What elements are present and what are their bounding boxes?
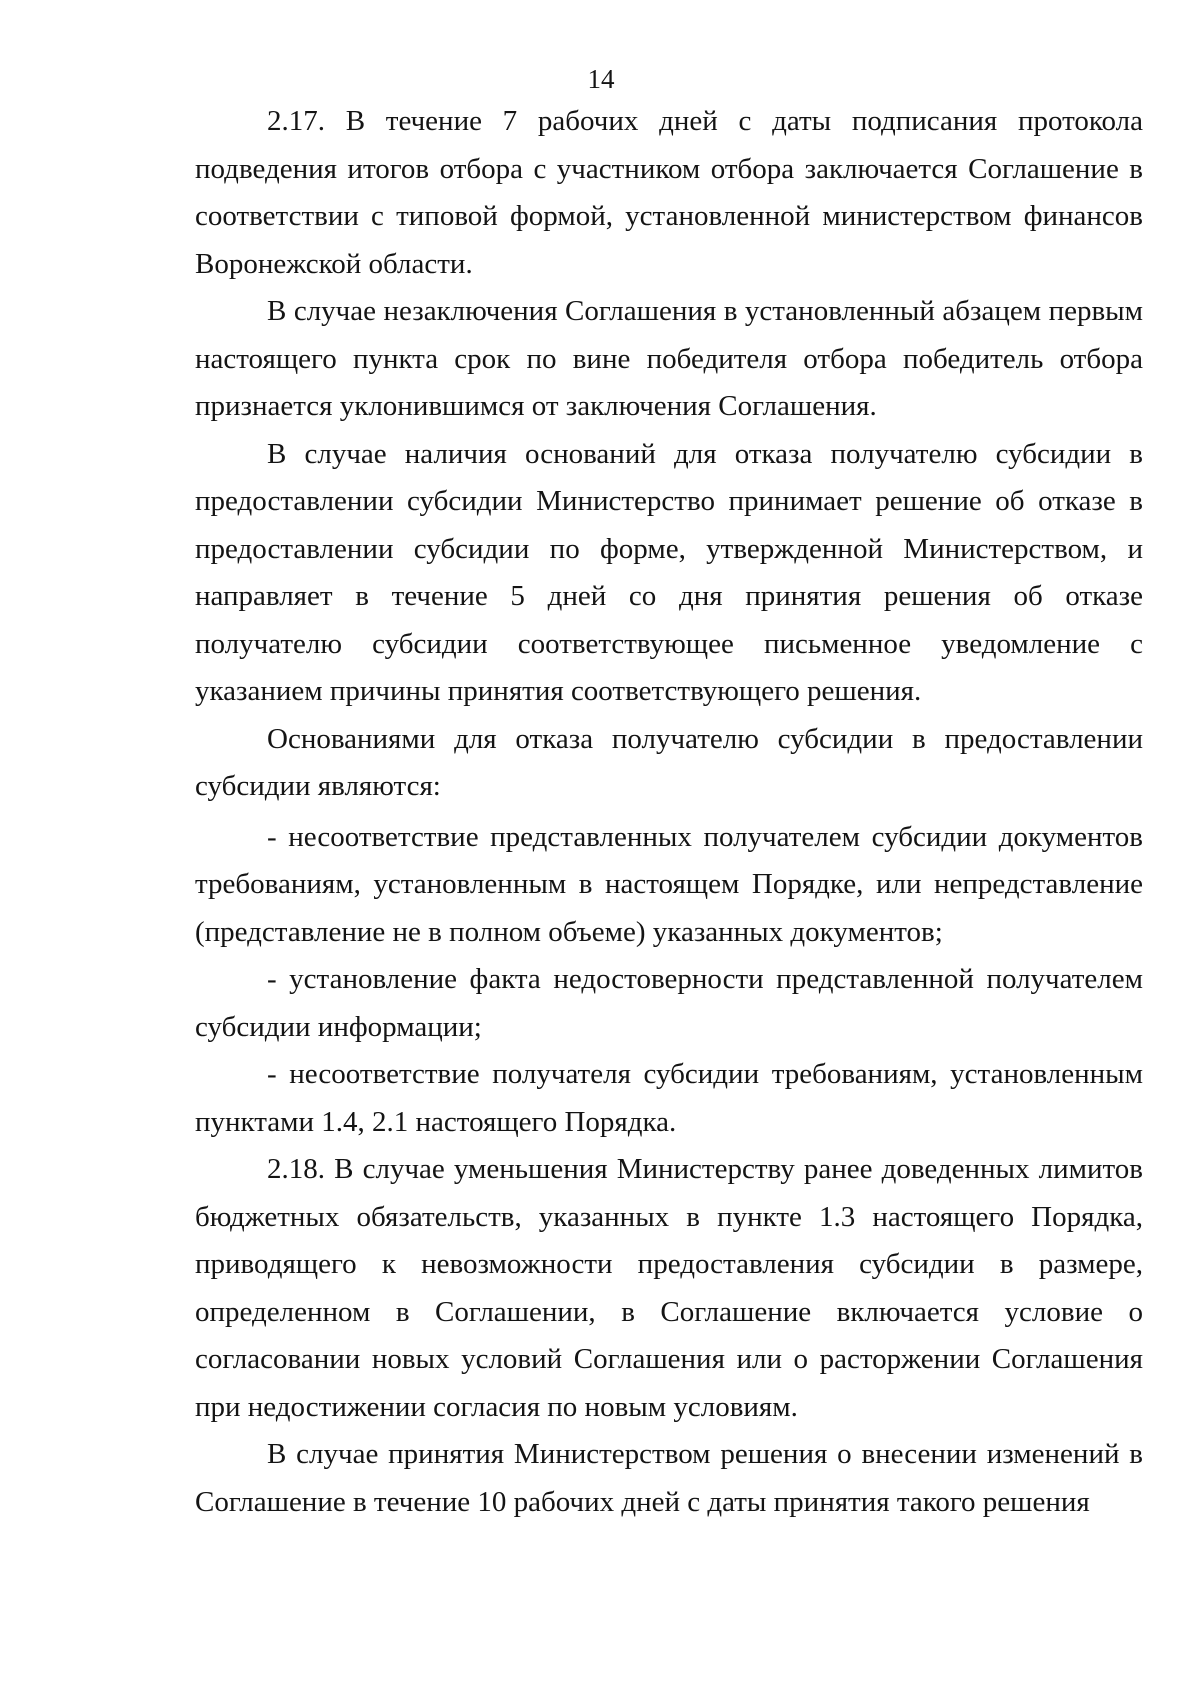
paragraph-2-18: 2.18. В случае уменьшения Министерству ранее доведенных лимитов бюджетных обязательств, указанных в пункте 1.3 настоящего Порядка, приводящего к невозможности предоставления субсидии в размере, определенном в Соглашении, в Соглашение включается условие о согласовании новых условий Соглашения или о расторжении Соглашения при недостижении согласия по новым условиям. bbox=[195, 1153, 1143, 1423]
list-item-recipient-mismatch: - несоответствие получателя субсидии требованиям, установленным пунктами 1.4, 2.1 настоящего Порядка. bbox=[195, 1058, 1143, 1138]
paragraph-refusal-decision: В случае наличия оснований для отказа получателю субсидии в предоставлении субсидии Министерство принимает решение об отказе в предоставлении субсидии по форме, утвержденной Министерством, и направляет в течение 5 дней со дня принятия решения об отказе получателю субсидии соответствующее письменное уведомление с указанием причины принятия соответствующего решения. bbox=[195, 437, 1143, 707]
document-body bbox=[195, 98, 1143, 1526]
list-item-documents-mismatch: - несоответствие представленных получателем субсидии документов требованиям, установленным в настоящем Порядке, или непредставление (представление не в полном объеме) указанных документов; bbox=[195, 820, 1143, 948]
page-number: 14 bbox=[587, 64, 615, 94]
paragraph-amendment: В случае принятия Министерством решения о внесении изменений в Соглашение в течение 10 рабочих дней с даты принятия такого решения bbox=[195, 1438, 1143, 1518]
paragraph-2-17: 2.17. В течение 7 рабочих дней с даты подписания протокола подведения итогов отбора с участником отбора заключается Соглашение в соответствии с типовой формой, установленной министерством финансов Воронежской области. bbox=[195, 105, 1143, 280]
paragraph-refusal-grounds: Основаниями для отказа получателю субсидии в предоставлении субсидии являются: bbox=[195, 722, 1143, 802]
list-item-false-information: - установление факта недостоверности представленной получателем субсидии информации; bbox=[195, 963, 1143, 1043]
paragraph-non-conclusion: В случае незаключения Соглашения в установленный абзацем первым настоящего пункта срок по вине победителя отбора победитель отбора признается уклонившимся от заключения Соглашения. bbox=[195, 295, 1143, 422]
